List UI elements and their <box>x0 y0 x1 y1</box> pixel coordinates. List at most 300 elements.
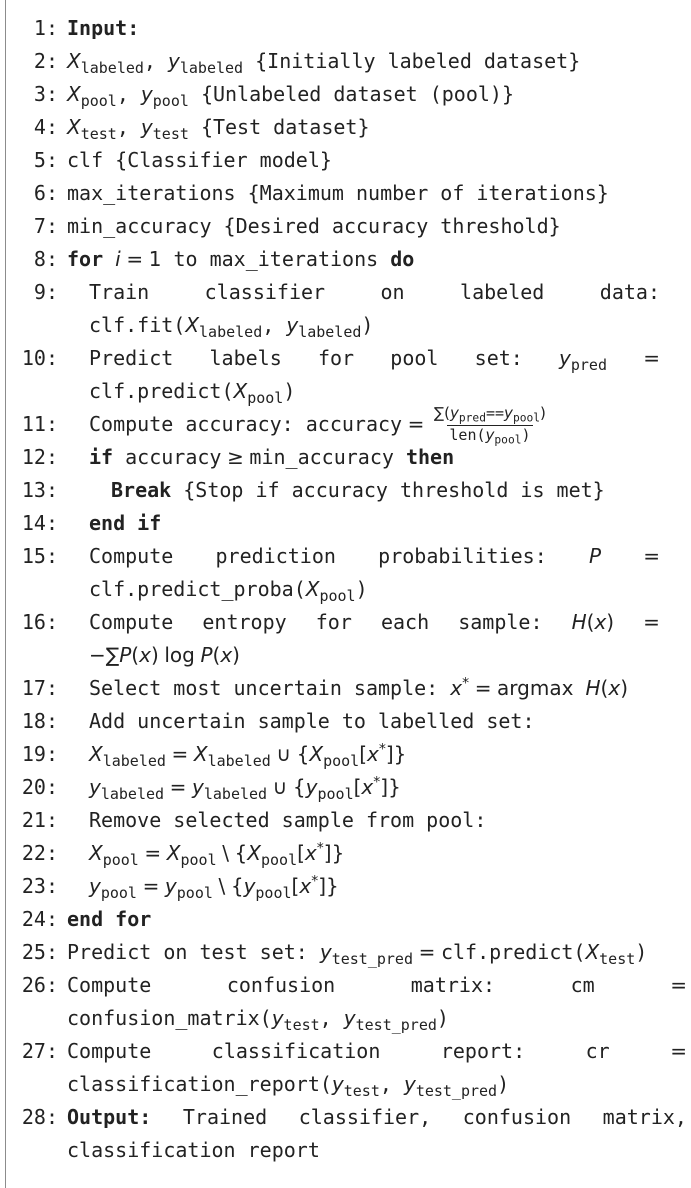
code-text: , <box>116 115 129 139</box>
math-symbol: −∑ <box>89 643 120 667</box>
keyword: end if <box>89 511 162 535</box>
math-symbol: ) <box>620 676 629 700</box>
code-text: classification <box>211 1039 381 1063</box>
math-operator: = <box>407 412 425 436</box>
word <box>125 445 394 469</box>
line-number: 13: <box>21 478 58 502</box>
math-variable: X <box>89 841 103 865</box>
math-variable: y <box>89 775 101 799</box>
math-symbol: } <box>326 874 339 898</box>
code-text: clf {Classifier model} <box>67 148 332 172</box>
word <box>67 82 129 110</box>
code-text: classification_report( <box>67 1072 332 1096</box>
math-symbol: = <box>643 610 660 634</box>
subscript: test <box>343 1081 380 1100</box>
line-continuation <box>89 375 295 408</box>
subscript: test <box>283 1015 320 1034</box>
line-number: 18: <box>21 709 58 733</box>
math-operator: ∪ <box>276 742 292 766</box>
line-text <box>67 903 151 936</box>
line-number: 10: <box>21 346 58 370</box>
line-continuation <box>89 639 240 672</box>
math-variable: y <box>319 940 332 964</box>
math-variable: x <box>220 643 233 667</box>
word <box>89 511 161 535</box>
line-text <box>67 144 332 177</box>
word <box>319 940 648 968</box>
code-text: , <box>262 313 275 337</box>
code-text: ) <box>521 426 531 444</box>
code-text: ) <box>635 940 648 964</box>
code-text: confusion_matrix( <box>67 1006 272 1030</box>
line-continuation <box>67 1068 509 1101</box>
word <box>67 940 308 964</box>
math-symbol: ] <box>380 775 389 799</box>
math-symbol: [ <box>359 742 367 766</box>
keyword: do <box>390 247 415 271</box>
math-variable: y <box>164 874 177 898</box>
math-operator: ≥ <box>227 445 244 469</box>
math-symbol: ) <box>540 404 546 423</box>
subscript: labeled <box>179 58 244 77</box>
word <box>390 342 438 375</box>
line-number: 12: <box>21 445 58 469</box>
code-text: probabilities: <box>378 544 547 568</box>
math-variable: y <box>403 1072 416 1096</box>
math-symbol: = <box>643 346 660 370</box>
subscript: pool <box>176 883 213 902</box>
subscript: labeled <box>80 58 144 77</box>
math-variable: x <box>367 742 379 766</box>
word <box>67 214 561 238</box>
word <box>173 247 378 271</box>
line-text <box>67 45 580 78</box>
math-symbol: ] <box>385 742 394 766</box>
word <box>67 49 156 77</box>
word <box>67 969 151 1002</box>
line-number: 22: <box>21 841 58 865</box>
word <box>381 606 429 639</box>
math-symbol: ∑ <box>434 404 445 423</box>
line-number: 14: <box>21 511 58 535</box>
subscript: labeled <box>298 322 362 341</box>
word <box>463 1101 571 1134</box>
code-text: min_accuracy <box>249 445 394 469</box>
word <box>201 115 370 139</box>
word <box>318 342 354 375</box>
subscript: pool <box>180 850 217 869</box>
line-number: 11: <box>21 412 58 436</box>
subscript: pool <box>323 751 360 770</box>
code-text: ) <box>355 577 368 601</box>
word <box>67 1101 151 1134</box>
code-text: accuracy <box>125 445 222 469</box>
code-text: Add uncertain sample to labelled set: <box>89 709 535 733</box>
math-variable: X <box>185 313 200 337</box>
subscript: pred <box>570 355 607 374</box>
line-number: 6: <box>33 181 58 205</box>
code-text: matrix: <box>410 973 496 997</box>
math-operator: = <box>142 874 160 898</box>
word <box>89 342 173 375</box>
code-text: clf.predict_proba( <box>89 577 306 601</box>
word <box>600 276 660 309</box>
word <box>299 1101 431 1134</box>
subscript: test <box>152 124 189 143</box>
math-symbol: max <box>529 676 574 700</box>
math-symbol: ) <box>150 643 159 667</box>
line-number: 9: <box>33 280 58 304</box>
code-text: min_accuracy {Desired accuracy threshold} <box>67 214 561 238</box>
math-operator: = <box>171 742 189 766</box>
line-text <box>89 507 161 540</box>
word <box>89 808 486 832</box>
word <box>450 676 573 700</box>
line-text <box>67 1035 687 1068</box>
word <box>205 276 325 309</box>
line-text <box>89 705 535 738</box>
superscript: * <box>378 741 386 758</box>
subscript: pool <box>494 433 522 447</box>
fraction <box>432 405 548 446</box>
line-continuation <box>89 573 368 606</box>
line-text <box>89 540 660 573</box>
word <box>343 1006 449 1034</box>
math-variable: x <box>450 676 463 700</box>
math-variable: P <box>588 544 602 568</box>
word <box>670 969 687 1002</box>
math-operator: = <box>474 676 492 700</box>
math-variable: y <box>271 1006 284 1030</box>
math-operator: = <box>418 940 436 964</box>
superscript: * <box>462 675 470 692</box>
subscript: pool <box>319 586 356 605</box>
math-variable: y <box>286 313 299 337</box>
math-symbol: = <box>643 544 660 568</box>
math-variable: x <box>304 841 317 865</box>
word <box>89 540 173 573</box>
code-text: {Unlabeled dataset (pool)} <box>200 82 515 106</box>
math-symbol: { <box>292 775 306 799</box>
math-variable: H <box>571 610 587 634</box>
word <box>316 606 352 639</box>
word <box>390 247 414 271</box>
line-number: 27: <box>21 1039 58 1063</box>
word <box>202 606 286 639</box>
math-variable: y <box>485 426 495 444</box>
code-text: Compute <box>67 1039 152 1063</box>
subscript: pool <box>102 850 139 869</box>
code-text: prediction <box>215 544 336 568</box>
word <box>89 741 407 770</box>
word <box>183 1101 267 1134</box>
line-number: 25: <box>21 940 58 964</box>
subscript: test_pred <box>355 1015 437 1034</box>
line-number: 15: <box>21 544 58 568</box>
code-text: matrix, <box>602 1105 687 1129</box>
line-continuation <box>67 1134 320 1167</box>
math-symbol: ( <box>131 643 140 667</box>
math-variable: y <box>140 82 153 106</box>
code-text: , <box>116 82 129 106</box>
math-variable: y <box>168 49 180 73</box>
code-text: Select most uncertain sample: <box>89 676 439 700</box>
line-text <box>67 969 687 1002</box>
superscript: * <box>311 873 319 890</box>
superscript: * <box>316 840 324 857</box>
math-operator: \ <box>218 874 226 898</box>
code-text: entropy <box>202 610 287 634</box>
word <box>411 969 495 1002</box>
math-symbol: } <box>393 742 407 766</box>
code-text: {Initially labeled dataset} <box>255 49 581 73</box>
math-variable: y <box>450 404 459 423</box>
word <box>586 676 629 700</box>
fraction-denominator <box>447 425 532 446</box>
word <box>67 1072 392 1100</box>
code-text: Predict <box>89 346 174 370</box>
word <box>67 907 151 931</box>
code-text: Compute <box>67 973 152 997</box>
superscript: * <box>373 774 381 791</box>
math-variable: y <box>192 775 204 799</box>
word <box>67 1035 151 1068</box>
code-text: , <box>319 1006 332 1030</box>
line-text <box>89 606 660 639</box>
math-symbol: { <box>234 841 248 865</box>
code-text: , <box>143 49 156 73</box>
math-symbol: [ <box>297 841 305 865</box>
math-variable: X <box>67 49 81 73</box>
word <box>89 676 438 700</box>
line-text <box>111 474 605 507</box>
code-text: Trained <box>182 1105 268 1129</box>
subscript: test_pred <box>415 1081 498 1100</box>
word <box>89 840 345 869</box>
math-variable: y <box>89 874 101 898</box>
math-operator: = <box>144 841 162 865</box>
subscript: pred <box>458 411 486 425</box>
line-text <box>67 243 414 276</box>
word <box>406 445 454 469</box>
line-text <box>89 804 486 837</box>
word <box>643 540 660 573</box>
fraction-numerator <box>432 405 548 425</box>
word <box>89 606 173 639</box>
line-number: 28: <box>21 1105 58 1129</box>
math-symbol: ] <box>323 841 332 865</box>
math-variable: H <box>585 676 601 700</box>
math-variable: X <box>247 841 261 865</box>
subscript: labeled <box>100 784 165 803</box>
keyword: for <box>67 247 104 271</box>
code-text: labeled <box>460 280 545 304</box>
code-text: max_iterations {Maximum number of iterations} <box>67 181 609 205</box>
word <box>89 379 296 407</box>
keyword: Input: <box>67 16 140 40</box>
code-text: data: <box>599 280 660 304</box>
line-number: 23: <box>21 874 58 898</box>
subscript: pool <box>512 411 541 425</box>
math-symbol: } <box>331 841 345 865</box>
subscript: test_pred <box>331 949 413 968</box>
code-text: report: <box>440 1039 526 1063</box>
code-text: clf.predict( <box>89 379 234 403</box>
math-symbol: { <box>296 742 310 766</box>
subscript: pool <box>247 388 284 407</box>
word <box>403 1072 510 1100</box>
line-text <box>89 441 454 474</box>
subscript: pool <box>80 91 117 110</box>
math-operator: ∪ <box>272 775 288 799</box>
math-symbol: ) <box>232 643 240 667</box>
line-number: 16: <box>21 610 58 634</box>
word <box>458 606 542 639</box>
word <box>140 115 189 143</box>
word <box>212 1035 381 1068</box>
word <box>89 709 535 733</box>
line-number: 20: <box>21 775 58 799</box>
line-continuation <box>89 309 373 342</box>
word <box>670 1035 687 1068</box>
code-text: Remove selected sample from pool: <box>89 808 487 832</box>
code-text: labels <box>209 346 282 370</box>
line-text <box>89 276 660 309</box>
word <box>381 276 405 309</box>
math-variable: x <box>361 775 374 799</box>
keyword: Output: <box>67 1105 152 1129</box>
word <box>89 445 113 469</box>
code-text: {Stop if accuracy threshold is met} <box>183 478 605 502</box>
code-text: {Test dataset} <box>200 115 370 139</box>
word <box>89 873 339 902</box>
code-text: ) <box>497 1072 510 1096</box>
line-text <box>67 177 609 210</box>
line-number: 24: <box>21 907 58 931</box>
math-variable: x <box>608 676 621 700</box>
word <box>89 643 240 667</box>
code-text: cr <box>585 1039 610 1063</box>
math-operator: \ <box>222 841 229 865</box>
code-text: for <box>315 610 352 634</box>
subscript: pool <box>152 91 189 110</box>
subscript: pool <box>317 784 354 803</box>
subscript: labeled <box>207 751 271 770</box>
word <box>227 969 335 1002</box>
word <box>210 342 282 375</box>
math-variable: x <box>139 643 151 667</box>
math-symbol: ( <box>212 643 221 667</box>
subscript: labeled <box>199 322 263 341</box>
code-text: on <box>380 280 405 304</box>
word <box>67 16 139 40</box>
math-symbol: ) <box>606 610 615 634</box>
word <box>183 478 604 502</box>
code-text: to max_iterations <box>173 247 379 271</box>
line-text <box>67 78 514 111</box>
keyword: then <box>405 445 455 469</box>
keyword: end for <box>67 907 152 931</box>
line-number: 26: <box>21 973 58 997</box>
math-symbol: ( <box>586 610 595 634</box>
code-text: len( <box>449 426 486 444</box>
code-text: classifier <box>204 280 326 304</box>
math-symbol: = <box>670 1039 687 1063</box>
line-text <box>89 738 406 771</box>
word <box>586 1035 610 1068</box>
math-operator: log <box>164 643 195 667</box>
code-text: ) <box>436 1006 449 1030</box>
line-number: 21: <box>21 808 58 832</box>
code-text: confusion <box>226 973 336 997</box>
line-continuation <box>67 1002 449 1035</box>
word <box>286 313 374 341</box>
word <box>67 247 103 271</box>
subscript: pool <box>260 850 298 869</box>
math-variable: X <box>67 115 81 139</box>
word <box>475 342 523 375</box>
line-text <box>67 12 139 45</box>
word <box>255 49 580 73</box>
math-symbol: ( <box>444 404 450 423</box>
word <box>603 1101 687 1134</box>
math-variable: x <box>299 874 312 898</box>
code-text: set: <box>474 346 523 370</box>
subscript: labeled <box>102 751 166 770</box>
word <box>201 82 514 106</box>
code-text: ) <box>361 313 374 337</box>
word <box>67 115 129 143</box>
word <box>168 49 244 77</box>
subscript: labeled <box>203 784 268 803</box>
math-variable: X <box>233 379 248 403</box>
math-symbol: [ <box>353 775 362 799</box>
line-number: 3: <box>33 82 58 106</box>
math-symbol: arg <box>497 676 530 700</box>
word <box>67 1138 320 1162</box>
math-variable: X <box>67 82 81 106</box>
line-number: 2: <box>33 49 58 73</box>
word <box>89 774 401 803</box>
word <box>67 148 332 172</box>
code-text: for <box>317 346 355 370</box>
math-operator: = <box>126 247 144 271</box>
subscript: pool <box>255 883 292 902</box>
code-text: clf.predict( <box>440 940 586 964</box>
line-number: 5: <box>33 148 58 172</box>
math-variable: X <box>309 742 324 766</box>
word <box>89 313 275 341</box>
word <box>441 1035 525 1068</box>
code-text: Compute accuracy: accuracy <box>89 412 403 436</box>
math-symbol: } <box>388 775 401 799</box>
math-symbol: 1 <box>148 247 162 271</box>
word <box>89 577 368 605</box>
math-variable: y <box>243 874 256 898</box>
math-variable: y <box>305 775 318 799</box>
code-text: classifier, <box>298 1105 432 1129</box>
math-variable: X <box>193 742 208 766</box>
word <box>571 969 595 1002</box>
line-number: 7: <box>33 214 58 238</box>
subscript: test <box>80 124 117 143</box>
code-text: clf.fit( <box>89 313 186 337</box>
line-text <box>89 672 628 705</box>
line-text <box>67 210 561 243</box>
word <box>89 276 149 309</box>
word <box>216 540 336 573</box>
code-text: == <box>485 404 505 423</box>
